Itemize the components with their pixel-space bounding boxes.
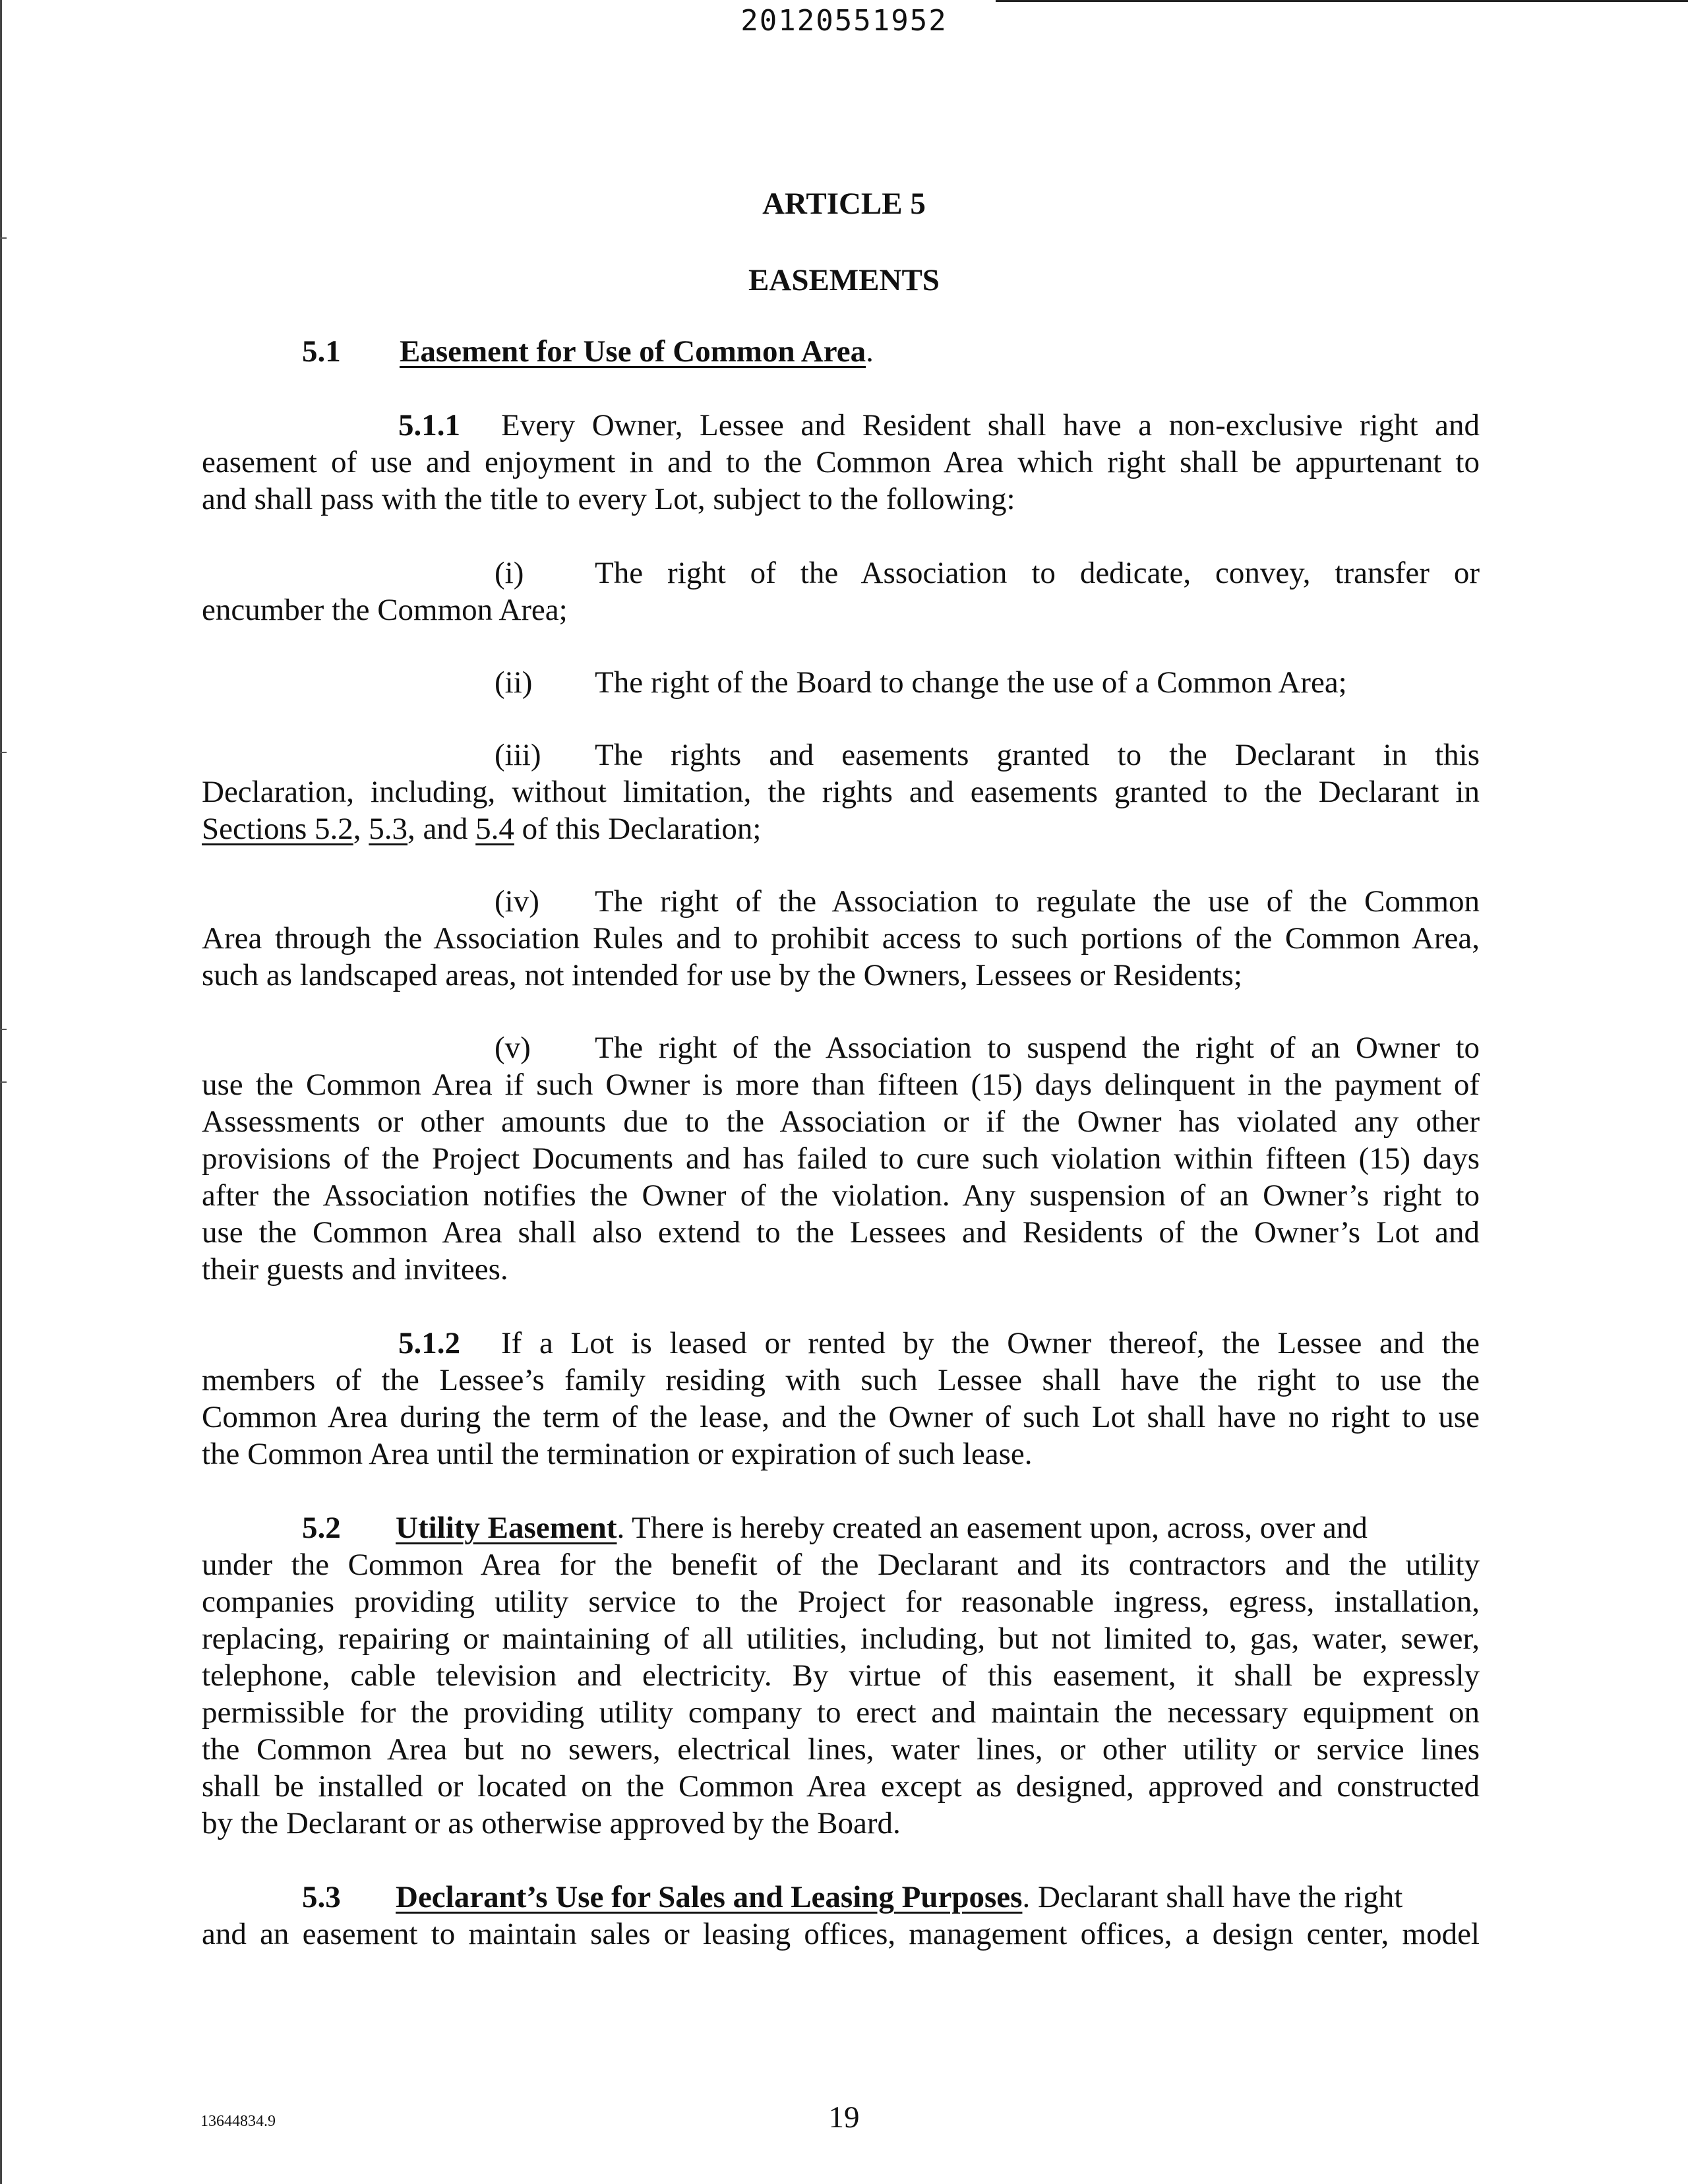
section-5-1-1-line: easement of use and enjoyment in and to the Common Area which right shall be appurtenant to bbox=[202, 445, 1480, 479]
section-5-2-line: by the Declarant or as otherwise approved by the Board. bbox=[202, 1806, 901, 1840]
section-5-1-2-line: Common Area during the term of the lease, and the Owner of such Lot shall have no right to use bbox=[202, 1400, 1480, 1434]
section-5-2-number: 5.2 bbox=[302, 1511, 341, 1545]
item-iii-line: Declaration, including, without limitation, the rights and easements granted to the Declarant in bbox=[202, 775, 1480, 809]
item-iii-line bbox=[202, 811, 761, 847]
section-5-3-line: and an easement to maintain sales or leasing offices, management offices, a design center, model bbox=[202, 1917, 1480, 1951]
section-5-1-heading: Easement for Use of Common Area bbox=[400, 334, 866, 369]
scan-edge-top bbox=[996, 0, 1688, 2]
scan-tick bbox=[0, 237, 7, 239]
scan-tick bbox=[0, 752, 7, 753]
section-5-1-1-number: 5.1.1 bbox=[398, 408, 460, 442]
section-5-2-line: telephone, cable television and electricity. By virtue of this easement, it shall be expressly bbox=[202, 1658, 1480, 1693]
section-5-1-heading-line bbox=[400, 334, 874, 369]
item-iv-line: such as landscaped areas, not intended for use by the Owners, Lessees or Residents; bbox=[202, 958, 1242, 992]
ref-separator: , bbox=[353, 812, 369, 846]
item-v-line: after the Association notifies the Owner of the violation. Any suspension of an Owner’s right to bbox=[202, 1178, 1480, 1213]
section-5-1-2-line: members of the Lessee’s family residing with such Lessee shall have the right to use the bbox=[202, 1363, 1480, 1397]
item-iii-line: The rights and easements granted to the Declarant in this bbox=[595, 738, 1480, 772]
item-v-line: use the Common Area if such Owner is more than fifteen (15) days delinquent in the payment of bbox=[202, 1068, 1480, 1102]
section-5-1-2-number: 5.1.2 bbox=[398, 1326, 460, 1360]
item-i-line: The right of the Association to dedicate, convey, transfer or bbox=[595, 556, 1480, 590]
ref-sections-5-2: Sections 5.2 bbox=[202, 812, 353, 846]
item-v-line: Assessments or other amounts due to the Association or if the Owner has violated any other bbox=[202, 1105, 1480, 1139]
section-5-3-number: 5.3 bbox=[302, 1880, 341, 1914]
item-ii-label: (ii) bbox=[495, 665, 533, 700]
section-5-1-2-line: the Common Area until the termination or expiration of such lease. bbox=[202, 1437, 1033, 1471]
section-5-1-number: 5.1 bbox=[302, 334, 341, 369]
item-v-line: use the Common Area shall also extend to the Lessees and Residents of the Owner’s Lot and bbox=[202, 1215, 1480, 1250]
section-5-1-2-line: If a Lot is leased or rented by the Owner thereof, the Lessee and the bbox=[501, 1326, 1480, 1360]
section-5-2-line: companies providing utility service to the Project for reasonable ingress, egress, installation, bbox=[202, 1585, 1480, 1619]
section-5-2-heading: Utility Easement bbox=[396, 1511, 617, 1545]
ref-section-5-4: 5.4 bbox=[475, 812, 514, 846]
item-ii-line: The right of the Board to change the use of a Common Area; bbox=[595, 665, 1347, 700]
section-5-2-line: permissible for the providing utility company to erect and maintain the necessary equipment on bbox=[202, 1695, 1480, 1730]
ref-tail: of this Declaration; bbox=[514, 812, 762, 846]
item-i-line: encumber the Common Area; bbox=[202, 593, 568, 627]
document-number: 20120551952 bbox=[740, 4, 948, 38]
section-5-3-heading-line bbox=[396, 1879, 1402, 1915]
section-5-2-heading-line bbox=[396, 1510, 1368, 1546]
footer-page-number: 19 bbox=[828, 2100, 860, 2135]
article-title: EASEMENTS bbox=[748, 263, 940, 297]
section-5-2-line: shall be installed or located on the Common Area except as designed, approved and constructed bbox=[202, 1769, 1480, 1804]
scan-edge-left bbox=[0, 0, 2, 2184]
scan-tick bbox=[0, 1029, 7, 1030]
item-iii-label: (iii) bbox=[495, 738, 541, 772]
section-5-2-line: the Common Area but no sewers, electrical lines, water lines, or other utility or service lines bbox=[202, 1732, 1480, 1767]
item-iv-label: (iv) bbox=[495, 884, 539, 919]
section-5-2-line: replacing, repairing or maintaining of all utilities, including, but not limited to, gas, water, sewer, bbox=[202, 1622, 1480, 1656]
section-5-1-1-line: Every Owner, Lessee and Resident shall have a non-exclusive right and bbox=[501, 408, 1480, 442]
section-5-3-text: . Declarant shall have the right bbox=[1022, 1880, 1403, 1914]
item-iv-line: Area through the Association Rules and to prohibit access to such portions of the Common Area, bbox=[202, 921, 1480, 956]
article-number: ARTICLE 5 bbox=[762, 187, 926, 221]
item-i-label: (i) bbox=[495, 556, 524, 590]
item-v-line: their guests and invitees. bbox=[202, 1252, 508, 1287]
item-iv-line: The right of the Association to regulate the use of the Common bbox=[595, 884, 1480, 919]
ref-separator: , and bbox=[407, 812, 476, 846]
section-5-2-line: under the Common Area for the benefit of the Declarant and its contractors and the utility bbox=[202, 1548, 1480, 1582]
scan-tick bbox=[0, 1081, 7, 1083]
section-5-2-text: . There is hereby created an easement upon, across, over and bbox=[617, 1511, 1368, 1545]
item-v-label: (v) bbox=[495, 1031, 531, 1065]
ref-section-5-3: 5.3 bbox=[369, 812, 408, 846]
footer-document-id: 13644834.9 bbox=[200, 2113, 276, 2130]
item-v-line: provisions of the Project Documents and has failed to cure such violation within fifteen (15) days bbox=[202, 1141, 1480, 1176]
section-5-3-heading: Declarant’s Use for Sales and Leasing Purposes bbox=[396, 1880, 1023, 1914]
item-v-line: The right of the Association to suspend the right of an Owner to bbox=[595, 1031, 1480, 1065]
section-5-1-period: . bbox=[866, 334, 874, 369]
section-5-1-1-line: and shall pass with the title to every Lot, subject to the following: bbox=[202, 482, 1015, 516]
